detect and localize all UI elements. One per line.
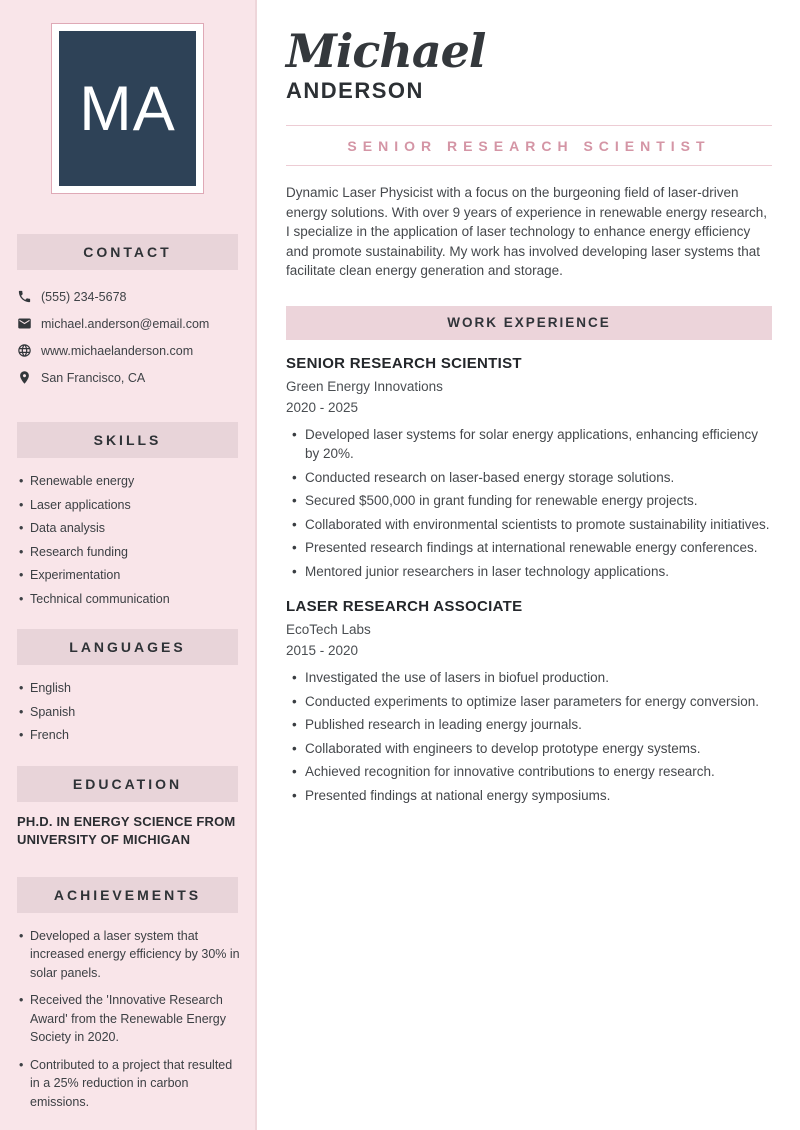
main-column — [286, 0, 772, 809]
job-company: Green Energy Innovations — [286, 378, 443, 394]
phone-icon — [17, 289, 32, 304]
achievement-item: • Received the 'Innovative Research Award' from the Renewable Energy Society in 2020. — [0, 991, 245, 1047]
job-bullet-list — [286, 668, 772, 805]
skill-item: • Renewable energy — [0, 470, 255, 494]
job-dates: 2020 - 2025 — [286, 399, 359, 415]
contact-email-text: michael.anderson@email.com — [41, 316, 210, 331]
achievements-list — [0, 927, 245, 1112]
first-name: Michael — [286, 24, 486, 78]
skill-item: • Research funding — [0, 541, 255, 565]
language-item: • French — [0, 724, 255, 748]
contact-section-header: CONTACT — [17, 234, 238, 270]
job-bullet: • Presented research findings at international renewable energy conferences. — [286, 538, 772, 558]
job-bullet: • Developed laser systems for solar energy applications, enhancing efficiency by 20%. — [286, 425, 772, 464]
job-bullet: • Secured $500,000 in grant funding for renewable energy projects. — [286, 491, 772, 511]
job-bullet: • Conducted research on laser-based energy storage solutions. — [286, 468, 772, 488]
skill-item: • Technical communication — [0, 588, 255, 612]
contact-item-phone — [0, 283, 255, 310]
monogram-frame — [51, 23, 204, 194]
job-bullet: • Collaborated with environmental scientists to promote sustainability initiatives. — [286, 515, 772, 535]
last-name: ANDERSON — [286, 78, 424, 103]
contact-item-website — [0, 337, 255, 364]
contact-phone-text: (555) 234-5678 — [41, 289, 127, 304]
contact-item-location — [0, 364, 255, 391]
location-icon — [17, 370, 32, 385]
job-dates: 2015 - 2020 — [286, 643, 359, 659]
skill-item: • Experimentation — [0, 564, 255, 588]
job-bullet: • Achieved recognition for innovative contributions to energy research. — [286, 762, 772, 782]
skill-item: • Laser applications — [0, 494, 255, 518]
sidebar — [0, 0, 257, 1130]
job-bullet: • Presented findings at national energy symposiums. — [286, 786, 772, 806]
job-bullet: • Mentored junior researchers in laser technology applications. — [286, 562, 772, 582]
languages-section-header: LANGUAGES — [17, 629, 238, 665]
job-entry — [286, 355, 772, 582]
job-role: SENIOR RESEARCH SCIENTIST — [286, 354, 522, 372]
profile-summary: Dynamic Laser Physicist with a focus on the burgeoning field of laser-driven energy solutions. With over 9 years of experience in renewable energy research, I specialize in the application of laser technology to enhance energy efficiency and promote sustainability. My work has involved developing laser systems that facilitate clean energy generation and storage. — [286, 185, 768, 279]
job-role: LASER RESEARCH ASSOCIATE — [286, 598, 523, 616]
contact-item-email — [0, 310, 255, 337]
job-bullet: • Collaborated with engineers to develop prototype energy systems. — [286, 739, 772, 759]
job-title-band — [286, 125, 772, 166]
job-entry — [286, 598, 772, 805]
job-bullet-list — [286, 425, 772, 582]
job-bullet: • Published research in leading energy journals. — [286, 715, 772, 735]
language-item: • English — [0, 677, 255, 701]
language-item: • Spanish — [0, 701, 255, 725]
title-rule-bottom — [286, 165, 772, 166]
job-bullet: • Investigated the use of lasers in biofuel production. — [286, 668, 772, 688]
achievement-item: • Contributed to a project that resulted in a 25% reduction in carbon emissions. — [0, 1056, 245, 1112]
monogram: MA — [59, 31, 196, 186]
job-company: EcoTech Labs — [286, 622, 371, 638]
education-section-header: EDUCATION — [17, 766, 238, 802]
job-bullet: • Conducted experiments to optimize laser parameters for energy conversion. — [286, 692, 772, 712]
education-degree: PH.D. IN ENERGY SCIENCE FROM UNIVERSITY OF MICHIGAN — [17, 813, 236, 847]
email-icon — [17, 316, 32, 331]
contact-location-text: San Francisco, CA — [41, 370, 146, 385]
work-experience-header: WORK EXPERIENCE — [286, 306, 772, 340]
contact-list — [0, 283, 255, 391]
skills-section-header: SKILLS — [17, 422, 238, 458]
page-title: SENIOR RESEARCH SCIENTIST — [347, 138, 711, 154]
contact-website-text: www.michaelanderson.com — [41, 343, 194, 358]
globe-icon — [17, 343, 32, 358]
achievement-item: • Developed a laser system that increased energy efficiency by 30% in solar panels. — [0, 927, 245, 983]
skill-item: • Data analysis — [0, 517, 255, 541]
achievements-section-header: ACHIEVEMENTS — [17, 877, 238, 913]
languages-list — [0, 677, 255, 748]
skills-list — [0, 470, 255, 611]
